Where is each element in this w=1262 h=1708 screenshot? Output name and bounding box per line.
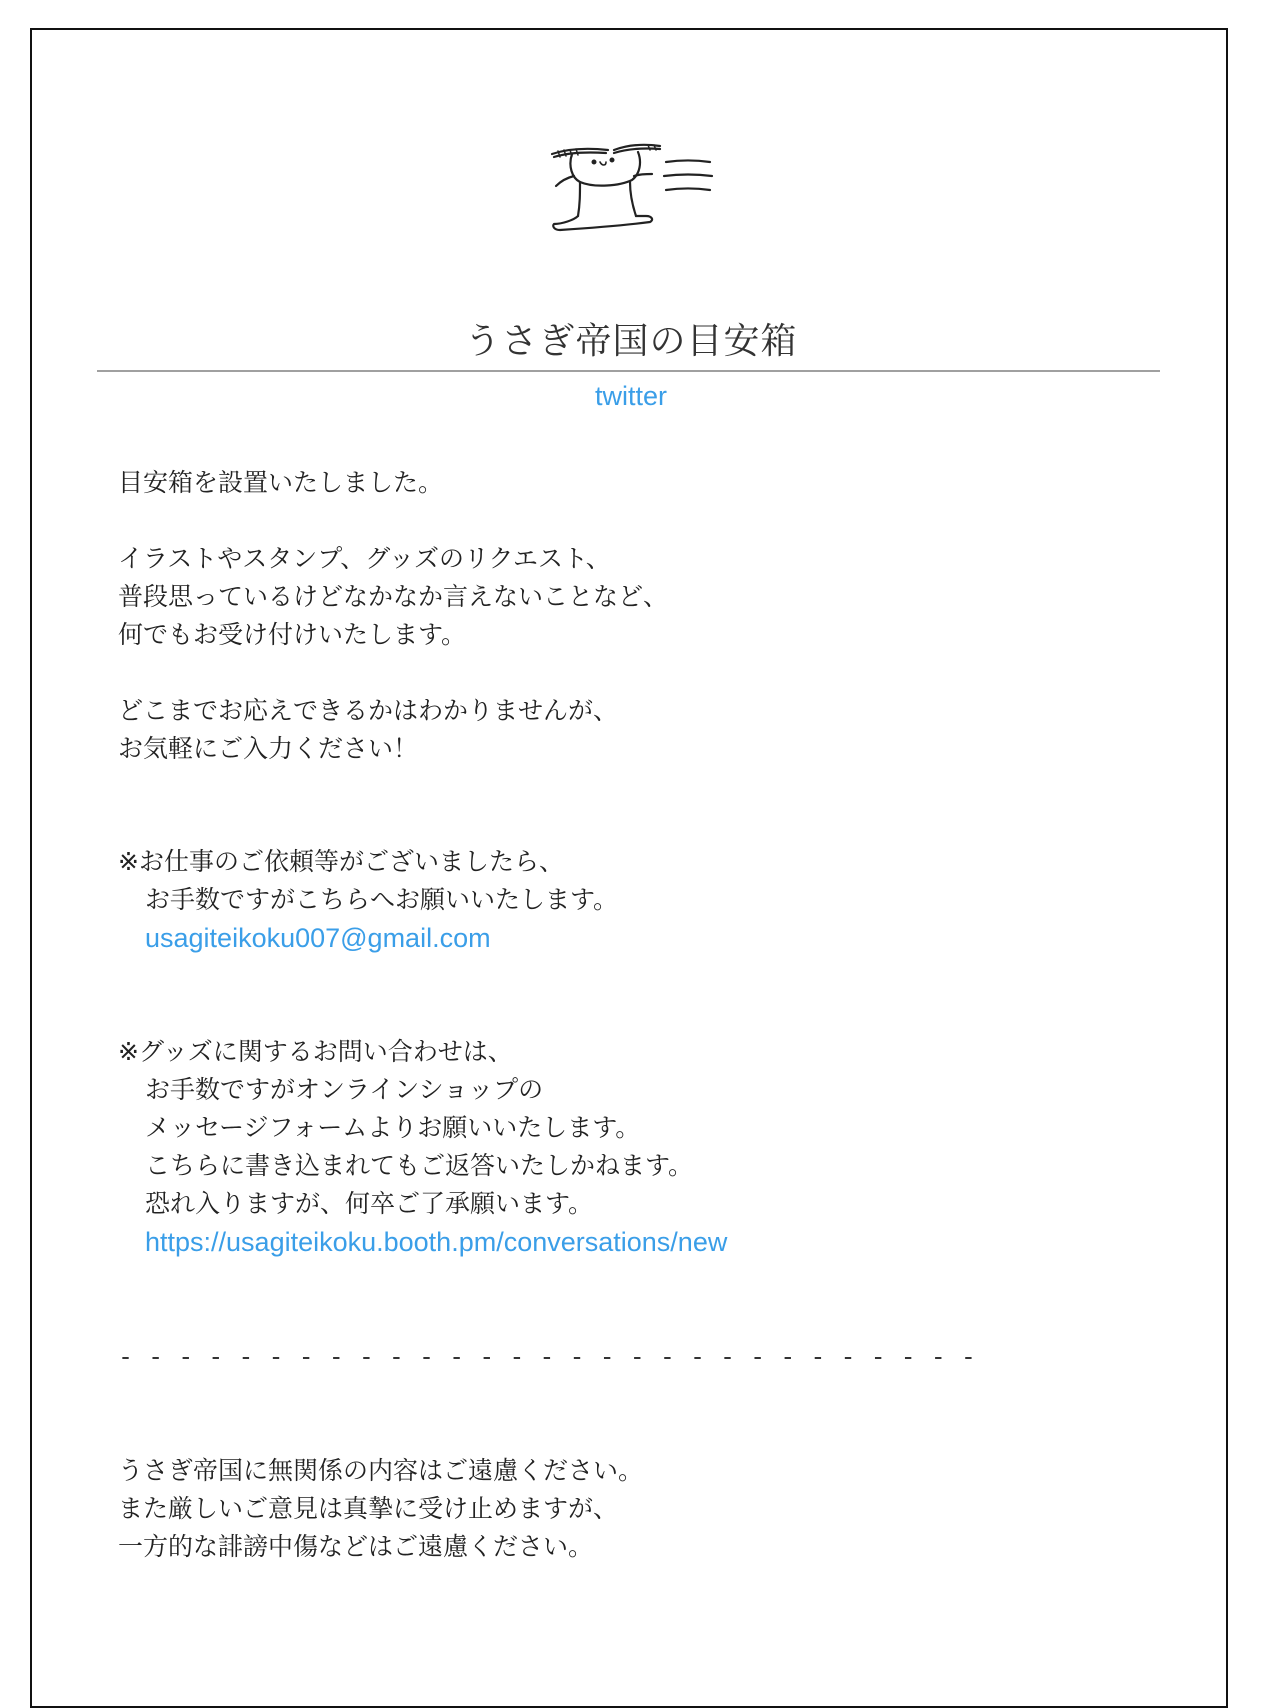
work-notice bbox=[118, 843, 618, 957]
intro-paragraph bbox=[118, 464, 443, 502]
closing-line-2: また厳しいご意見は真摯に受け止めますが、 bbox=[118, 1494, 619, 1523]
goods-notice-line-1: ※グッズに関するお問い合わせは、 bbox=[118, 1037, 513, 1066]
closing-line-1: うさぎ帝国に無関係の内容はご遠慮ください。 bbox=[118, 1456, 644, 1485]
requests-line-3: 何でもお受け付けいたします。 bbox=[118, 620, 467, 649]
dashed-divider: - - - - - - - - - - - - - - - - - - - - - - - - - - - - - bbox=[118, 1342, 976, 1371]
work-email-row bbox=[118, 919, 618, 957]
goods-notice-line-4: こちらに書き込まれてもご返答いたしかねます。 bbox=[145, 1151, 694, 1180]
intro-line: 目安箱を設置いたしました。 bbox=[118, 468, 444, 497]
encourage-paragraph bbox=[118, 692, 618, 768]
rabbit-mascot-icon bbox=[550, 140, 716, 232]
closing-paragraph bbox=[118, 1452, 643, 1566]
requests-paragraph bbox=[118, 540, 668, 654]
encourage-line-2: お気軽にご入力ください！ bbox=[118, 734, 419, 763]
title-divider bbox=[97, 370, 1160, 372]
goods-url-row bbox=[118, 1223, 727, 1261]
work-email-link[interactable]: usagiteikoku007@gmail.com bbox=[145, 923, 491, 953]
requests-line-1: イラストやスタンプ、グッズのリクエスト、 bbox=[118, 544, 611, 573]
page-title: うさぎ帝国の目安箱 bbox=[464, 321, 798, 362]
goods-notice bbox=[118, 1033, 727, 1261]
closing-line-3: 一方的な誹謗中傷などはご遠慮ください。 bbox=[118, 1532, 594, 1561]
goods-notice-line-3: メッセージフォームよりお願いいたします。 bbox=[145, 1113, 641, 1142]
work-notice-line-1: ※お仕事のご依頼等がございましたら、 bbox=[118, 847, 564, 876]
twitter-link[interactable]: twitter bbox=[594, 381, 667, 411]
work-notice-line-2: お手数ですがこちらへお願いいたします。 bbox=[145, 885, 619, 914]
encourage-line-1: どこまでお応えできるかはわかりませんが、 bbox=[118, 696, 619, 725]
shop-conversation-link[interactable]: https://usagiteikoku.booth.pm/conversations/new bbox=[145, 1227, 728, 1257]
goods-notice-line-2: お手数ですがオンラインショップの bbox=[145, 1075, 544, 1104]
requests-line-2: 普段思っているけどなかなか言えないことなど、 bbox=[118, 582, 669, 611]
goods-notice-line-5: 恐れ入りますが、何卒ご了承願います。 bbox=[145, 1189, 594, 1218]
